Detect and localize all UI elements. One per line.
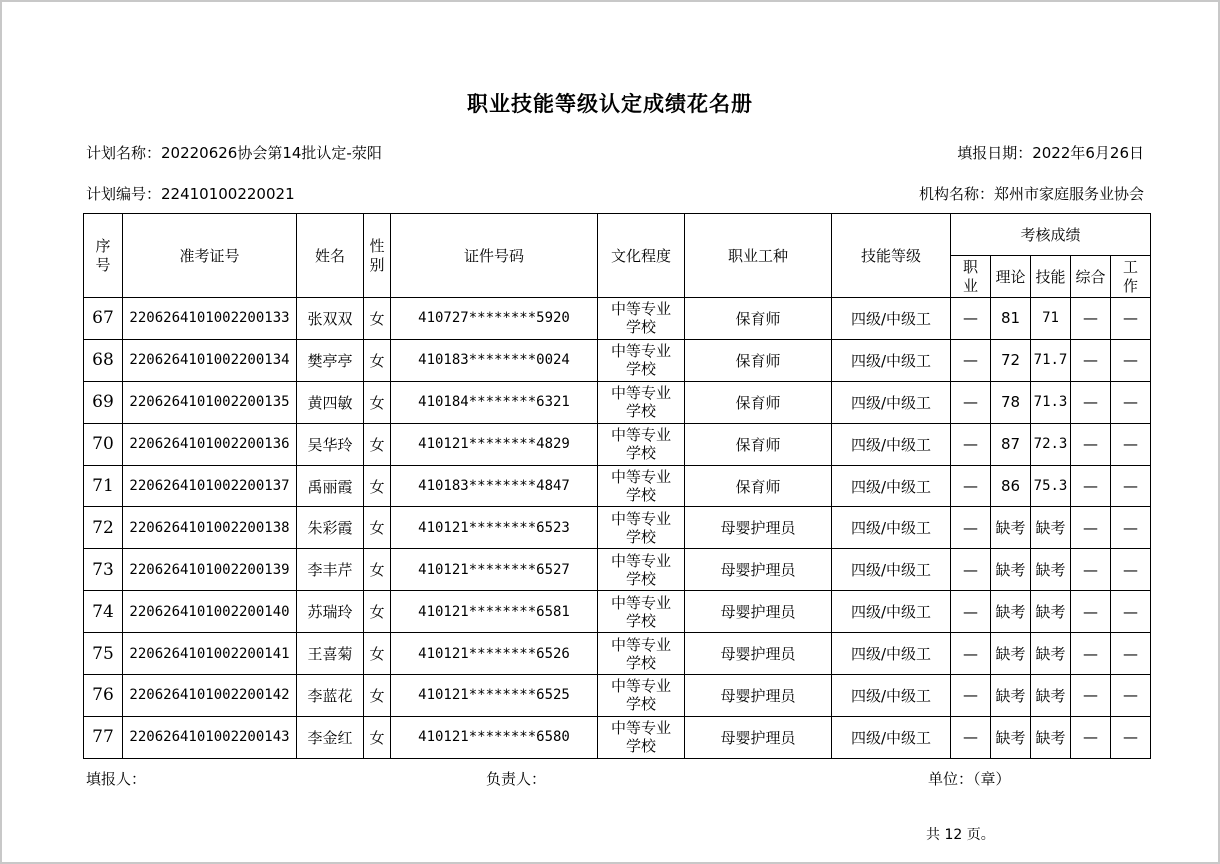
cell-work: —: [1111, 423, 1151, 465]
cell-theory: 72: [991, 339, 1031, 381]
cell-gender: 女: [364, 423, 391, 465]
cell-education: 中等专业 学校: [598, 591, 685, 633]
cell-occupation: 保育师: [685, 298, 832, 340]
cell-theory: 缺考: [991, 507, 1031, 549]
table-row: [84, 716, 1151, 758]
header-vocational: 职业: [951, 256, 991, 298]
cell-comprehensive: —: [1071, 381, 1111, 423]
cell-theory: 81: [991, 298, 1031, 340]
cell-work: —: [1111, 716, 1151, 758]
cell-skill: 75.3: [1031, 465, 1071, 507]
cell-occupation: 母婴护理员: [685, 591, 832, 633]
cell-id-no: 410121********6523: [391, 507, 598, 549]
score-table: [83, 213, 1151, 759]
cell-occupation: 保育师: [685, 423, 832, 465]
cell-name: 苏瑞玲: [297, 591, 364, 633]
table-row: [84, 465, 1151, 507]
cell-skill: 缺考: [1031, 549, 1071, 591]
cell-gender: 女: [364, 339, 391, 381]
cell-seq: 70: [84, 423, 123, 465]
cell-name: 禹丽霞: [297, 465, 364, 507]
cell-vocational: —: [951, 633, 991, 675]
cell-vocational: —: [951, 716, 991, 758]
cell-work: —: [1111, 381, 1151, 423]
cell-gender: 女: [364, 465, 391, 507]
cell-theory: 78: [991, 381, 1031, 423]
header-education: 文化程度: [598, 214, 685, 298]
cell-comprehensive: —: [1071, 591, 1111, 633]
cell-exam-no: 2206264101002200138: [123, 507, 297, 549]
table-row: [84, 507, 1151, 549]
cell-theory: 87: [991, 423, 1031, 465]
cell-work: —: [1111, 507, 1151, 549]
header-exam-no: 准考证号: [123, 214, 297, 298]
table-row: [84, 633, 1151, 675]
cell-vocational: —: [951, 465, 991, 507]
header-skill-level: 技能等级: [832, 214, 951, 298]
cell-skill-level: 四级/中级工: [832, 423, 951, 465]
cell-exam-no: 2206264101002200139: [123, 549, 297, 591]
cell-education: 中等专业 学校: [598, 339, 685, 381]
cell-id-no: 410121********4829: [391, 423, 598, 465]
cell-id-no: 410121********6580: [391, 716, 598, 758]
cell-work: —: [1111, 298, 1151, 340]
cell-education: 中等专业 学校: [598, 507, 685, 549]
table-row: [84, 591, 1151, 633]
cell-skill: 72.3: [1031, 423, 1071, 465]
cell-skill: 缺考: [1031, 716, 1071, 758]
cell-comprehensive: —: [1071, 507, 1111, 549]
cell-name: 黄四敏: [297, 381, 364, 423]
cell-gender: 女: [364, 381, 391, 423]
cell-comprehensive: —: [1071, 298, 1111, 340]
cell-theory: 86: [991, 465, 1031, 507]
cell-skill-level: 四级/中级工: [832, 465, 951, 507]
plan-name: 计划名称：20220626协会第14批认定-荥阳: [86, 144, 382, 162]
cell-work: —: [1111, 633, 1151, 675]
cell-comprehensive: —: [1071, 549, 1111, 591]
cell-occupation: 母婴护理员: [685, 633, 832, 675]
cell-occupation: 保育师: [685, 465, 832, 507]
cell-comprehensive: —: [1071, 716, 1111, 758]
table-row: [84, 549, 1151, 591]
cell-skill-level: 四级/中级工: [832, 549, 951, 591]
cell-id-no: 410727********5920: [391, 298, 598, 340]
cell-theory: 缺考: [991, 633, 1031, 675]
cell-occupation: 保育师: [685, 339, 832, 381]
cell-seq: 69: [84, 381, 123, 423]
cell-vocational: —: [951, 381, 991, 423]
table-row: [84, 381, 1151, 423]
cell-gender: 女: [364, 549, 391, 591]
header-theory: 理论: [991, 256, 1031, 298]
cell-name: 李金红: [297, 716, 364, 758]
cell-theory: 缺考: [991, 591, 1031, 633]
organization-name: 机构名称：郑州市家庭服务业协会: [918, 185, 1144, 203]
cell-name: 李丰芹: [297, 549, 364, 591]
cell-skill-level: 四级/中级工: [832, 381, 951, 423]
cell-seq: 73: [84, 549, 123, 591]
table-row: [84, 423, 1151, 465]
responsible-label: 负责人：: [486, 770, 547, 788]
cell-skill-level: 四级/中级工: [832, 716, 951, 758]
header-id-no: 证件号码: [391, 214, 598, 298]
cell-education: 中等专业 学校: [598, 716, 685, 758]
cell-seq: 68: [84, 339, 123, 381]
cell-skill-level: 四级/中级工: [832, 675, 951, 717]
cell-exam-no: 2206264101002200141: [123, 633, 297, 675]
cell-exam-no: 2206264101002200143: [123, 716, 297, 758]
cell-work: —: [1111, 549, 1151, 591]
cell-skill: 缺考: [1031, 633, 1071, 675]
cell-work: —: [1111, 591, 1151, 633]
cell-occupation: 母婴护理员: [685, 507, 832, 549]
cell-vocational: —: [951, 591, 991, 633]
cell-skill: 71.7: [1031, 339, 1071, 381]
cell-seq: 67: [84, 298, 123, 340]
cell-name: 樊亭亭: [297, 339, 364, 381]
header-skill: 技能: [1031, 256, 1071, 298]
cell-seq: 72: [84, 507, 123, 549]
unit-stamp-label: 单位：（章）: [928, 770, 1011, 788]
cell-gender: 女: [364, 675, 391, 717]
cell-exam-no: 2206264101002200133: [123, 298, 297, 340]
cell-exam-no: 2206264101002200142: [123, 675, 297, 717]
cell-comprehensive: —: [1071, 339, 1111, 381]
cell-seq: 74: [84, 591, 123, 633]
report-date: 填报日期：2022年6月26日: [957, 144, 1144, 162]
cell-id-no: 410184********6321: [391, 381, 598, 423]
cell-skill-level: 四级/中级工: [832, 298, 951, 340]
cell-vocational: —: [951, 507, 991, 549]
cell-work: —: [1111, 339, 1151, 381]
cell-seq: 75: [84, 633, 123, 675]
cell-name: 王喜菊: [297, 633, 364, 675]
cell-vocational: —: [951, 423, 991, 465]
cell-seq: 71: [84, 465, 123, 507]
cell-skill: 71.3: [1031, 381, 1071, 423]
cell-comprehensive: —: [1071, 465, 1111, 507]
cell-theory: 缺考: [991, 549, 1031, 591]
cell-id-no: 410183********4847: [391, 465, 598, 507]
cell-vocational: —: [951, 298, 991, 340]
cell-id-no: 410183********0024: [391, 339, 598, 381]
cell-skill: 缺考: [1031, 507, 1071, 549]
cell-gender: 女: [364, 298, 391, 340]
cell-name: 张双双: [297, 298, 364, 340]
page-count: 共 12 页。: [926, 827, 995, 843]
cell-skill: 缺考: [1031, 675, 1071, 717]
header-scores: 考核成绩: [951, 214, 1151, 256]
cell-seq: 76: [84, 675, 123, 717]
table-header: [84, 214, 1151, 298]
cell-occupation: 母婴护理员: [685, 675, 832, 717]
cell-exam-no: 2206264101002200134: [123, 339, 297, 381]
table-row: [84, 298, 1151, 340]
cell-work: —: [1111, 465, 1151, 507]
header-gender: 性别: [364, 214, 391, 298]
cell-skill: 71: [1031, 298, 1071, 340]
cell-seq: 77: [84, 716, 123, 758]
cell-education: 中等专业 学校: [598, 298, 685, 340]
cell-comprehensive: —: [1071, 633, 1111, 675]
cell-exam-no: 2206264101002200136: [123, 423, 297, 465]
cell-occupation: 母婴护理员: [685, 549, 832, 591]
cell-occupation: 保育师: [685, 381, 832, 423]
cell-exam-no: 2206264101002200135: [123, 381, 297, 423]
cell-gender: 女: [364, 633, 391, 675]
cell-skill: 缺考: [1031, 591, 1071, 633]
cell-education: 中等专业 学校: [598, 423, 685, 465]
table-row: [84, 339, 1151, 381]
cell-education: 中等专业 学校: [598, 381, 685, 423]
cell-gender: 女: [364, 591, 391, 633]
cell-id-no: 410121********6525: [391, 675, 598, 717]
cell-education: 中等专业 学校: [598, 465, 685, 507]
cell-education: 中等专业 学校: [598, 675, 685, 717]
cell-skill-level: 四级/中级工: [832, 591, 951, 633]
cell-occupation: 母婴护理员: [685, 716, 832, 758]
cell-vocational: —: [951, 339, 991, 381]
page-title: 职业技能等级认定成绩花名册: [467, 92, 753, 116]
cell-skill-level: 四级/中级工: [832, 633, 951, 675]
cell-comprehensive: —: [1071, 423, 1111, 465]
cell-vocational: —: [951, 675, 991, 717]
cell-education: 中等专业 学校: [598, 633, 685, 675]
cell-skill-level: 四级/中级工: [832, 507, 951, 549]
header-comprehensive: 综合: [1071, 256, 1111, 298]
cell-id-no: 410121********6581: [391, 591, 598, 633]
table-row: [84, 675, 1151, 717]
cell-theory: 缺考: [991, 716, 1031, 758]
plan-number: 计划编号：22410100220021: [86, 185, 295, 203]
cell-comprehensive: —: [1071, 675, 1111, 717]
filler-label: 填报人：: [86, 770, 147, 788]
cell-id-no: 410121********6526: [391, 633, 598, 675]
cell-name: 李蓝花: [297, 675, 364, 717]
cell-theory: 缺考: [991, 675, 1031, 717]
cell-exam-no: 2206264101002200137: [123, 465, 297, 507]
header-work: 工作: [1111, 256, 1151, 298]
cell-gender: 女: [364, 507, 391, 549]
cell-skill-level: 四级/中级工: [832, 339, 951, 381]
cell-education: 中等专业 学校: [598, 549, 685, 591]
cell-exam-no: 2206264101002200140: [123, 591, 297, 633]
header-name: 姓名: [297, 214, 364, 298]
header-seq: 序号: [84, 214, 123, 298]
cell-vocational: —: [951, 549, 991, 591]
cell-name: 吴华玲: [297, 423, 364, 465]
cell-name: 朱彩霞: [297, 507, 364, 549]
cell-work: —: [1111, 675, 1151, 717]
cell-id-no: 410121********6527: [391, 549, 598, 591]
cell-gender: 女: [364, 716, 391, 758]
header-occupation: 职业工种: [685, 214, 832, 298]
table-body: [84, 298, 1151, 759]
